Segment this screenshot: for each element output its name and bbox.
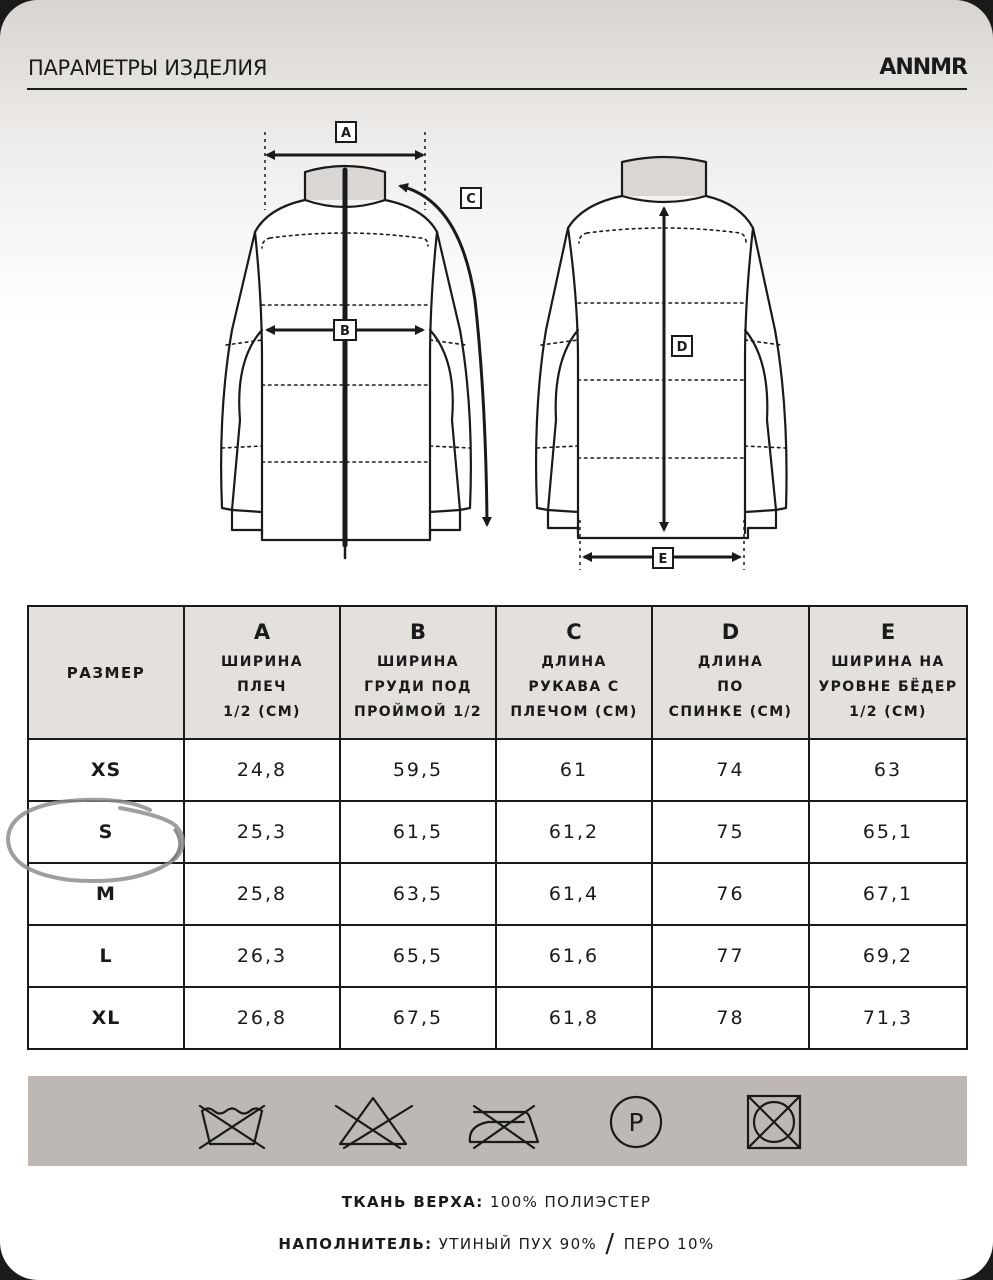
label-c-box (461, 188, 481, 208)
value-cell: 69,2 (809, 925, 967, 987)
fabric-filling-line (0, 1226, 993, 1259)
value-cell: 75 (652, 801, 809, 863)
column-header-d: D ДЛИНА ПО СПИНКЕ (СМ) (652, 606, 809, 739)
fabric-filling-value-down: УТИНЫЙ ПУХ 90% (438, 1235, 598, 1253)
size-cell: M (28, 863, 184, 925)
size-cell: L (28, 925, 184, 987)
label-b-box (334, 320, 356, 340)
table-header-row (28, 606, 967, 739)
value-cell: 65,5 (340, 925, 496, 987)
professional-cleaning-p-icon (611, 1097, 661, 1147)
value-cell: 61,2 (496, 801, 652, 863)
value-cell: 25,8 (184, 863, 340, 925)
brand-logo: ANNMR (879, 55, 967, 80)
svg-text:C: C (466, 192, 476, 207)
value-cell: 78 (652, 987, 809, 1049)
size-cell: S (28, 801, 184, 863)
value-cell: 26,3 (184, 925, 340, 987)
fabric-filling-value-feather: ПЕРО 10% (623, 1235, 715, 1253)
column-header-c: C ДЛИНА РУКАВА С ПЛЕЧОМ (СМ) (496, 606, 652, 739)
value-cell: 59,5 (340, 739, 496, 801)
table-row (28, 925, 967, 987)
value-cell: 61,8 (496, 987, 652, 1049)
table-row (28, 987, 967, 1049)
fabric-outer-line (0, 1193, 993, 1211)
value-cell: 26,8 (184, 987, 340, 1049)
value-cell: 63 (809, 739, 967, 801)
value-cell: 25,3 (184, 801, 340, 863)
svg-text:A: A (340, 126, 352, 141)
column-header-b: B ШИРИНА ГРУДИ ПОД ПРОЙМОЙ 1/2 (340, 606, 496, 739)
fabric-filling-label: НАПОЛНИТЕЛЬ: (278, 1235, 433, 1253)
value-cell: 76 (652, 863, 809, 925)
jacket-diagram (0, 0, 993, 600)
value-cell: 67,5 (340, 987, 496, 1049)
value-cell: 24,8 (184, 739, 340, 801)
size-cell: XL (28, 987, 184, 1049)
value-cell: 67,1 (809, 863, 967, 925)
fabric-filling-separator: / (605, 1229, 616, 1259)
column-header-e: E ШИРИНА НА УРОВНЕ БЁДЕР 1/2 (СМ) (809, 606, 967, 739)
svg-text:B: B (340, 324, 350, 339)
fabric-outer-value: 100% ПОЛИЭСТЕР (489, 1193, 652, 1211)
fabric-outer-label: ТКАНЬ ВЕРХА: (341, 1193, 484, 1211)
value-cell: 71,3 (809, 987, 967, 1049)
do-not-iron-icon (470, 1106, 538, 1148)
do-not-bleach-icon (336, 1098, 412, 1148)
size-s-highlight-circle (0, 790, 200, 890)
back-jacket-illustration (536, 157, 786, 538)
value-cell: 63,5 (340, 863, 496, 925)
value-cell: 61,6 (496, 925, 652, 987)
value-cell: 61,4 (496, 863, 652, 925)
label-d-box (672, 336, 692, 356)
size-column-header: РАЗМЕР (28, 606, 184, 739)
value-cell: 65,1 (809, 801, 967, 863)
value-cell: 61 (496, 739, 652, 801)
label-a-box (336, 122, 356, 142)
value-cell: 74 (652, 739, 809, 801)
svg-text:E: E (658, 552, 668, 567)
value-cell: 61,5 (340, 801, 496, 863)
care-instructions-bar (28, 1076, 967, 1166)
column-header-a: A ШИРИНА ПЛЕЧ 1/2 (СМ) (184, 606, 340, 739)
do-not-tumble-dry-icon (748, 1096, 800, 1148)
size-cell: XS (28, 739, 184, 801)
page-title: ПАРАМЕТРЫ ИЗДЕЛИЯ (28, 56, 268, 80)
label-e-box (653, 548, 673, 568)
svg-text:P: P (628, 1108, 644, 1137)
svg-text:D: D (676, 340, 688, 355)
value-cell: 77 (652, 925, 809, 987)
front-jacket-illustration (221, 166, 471, 558)
do-not-wash-icon (200, 1106, 264, 1148)
